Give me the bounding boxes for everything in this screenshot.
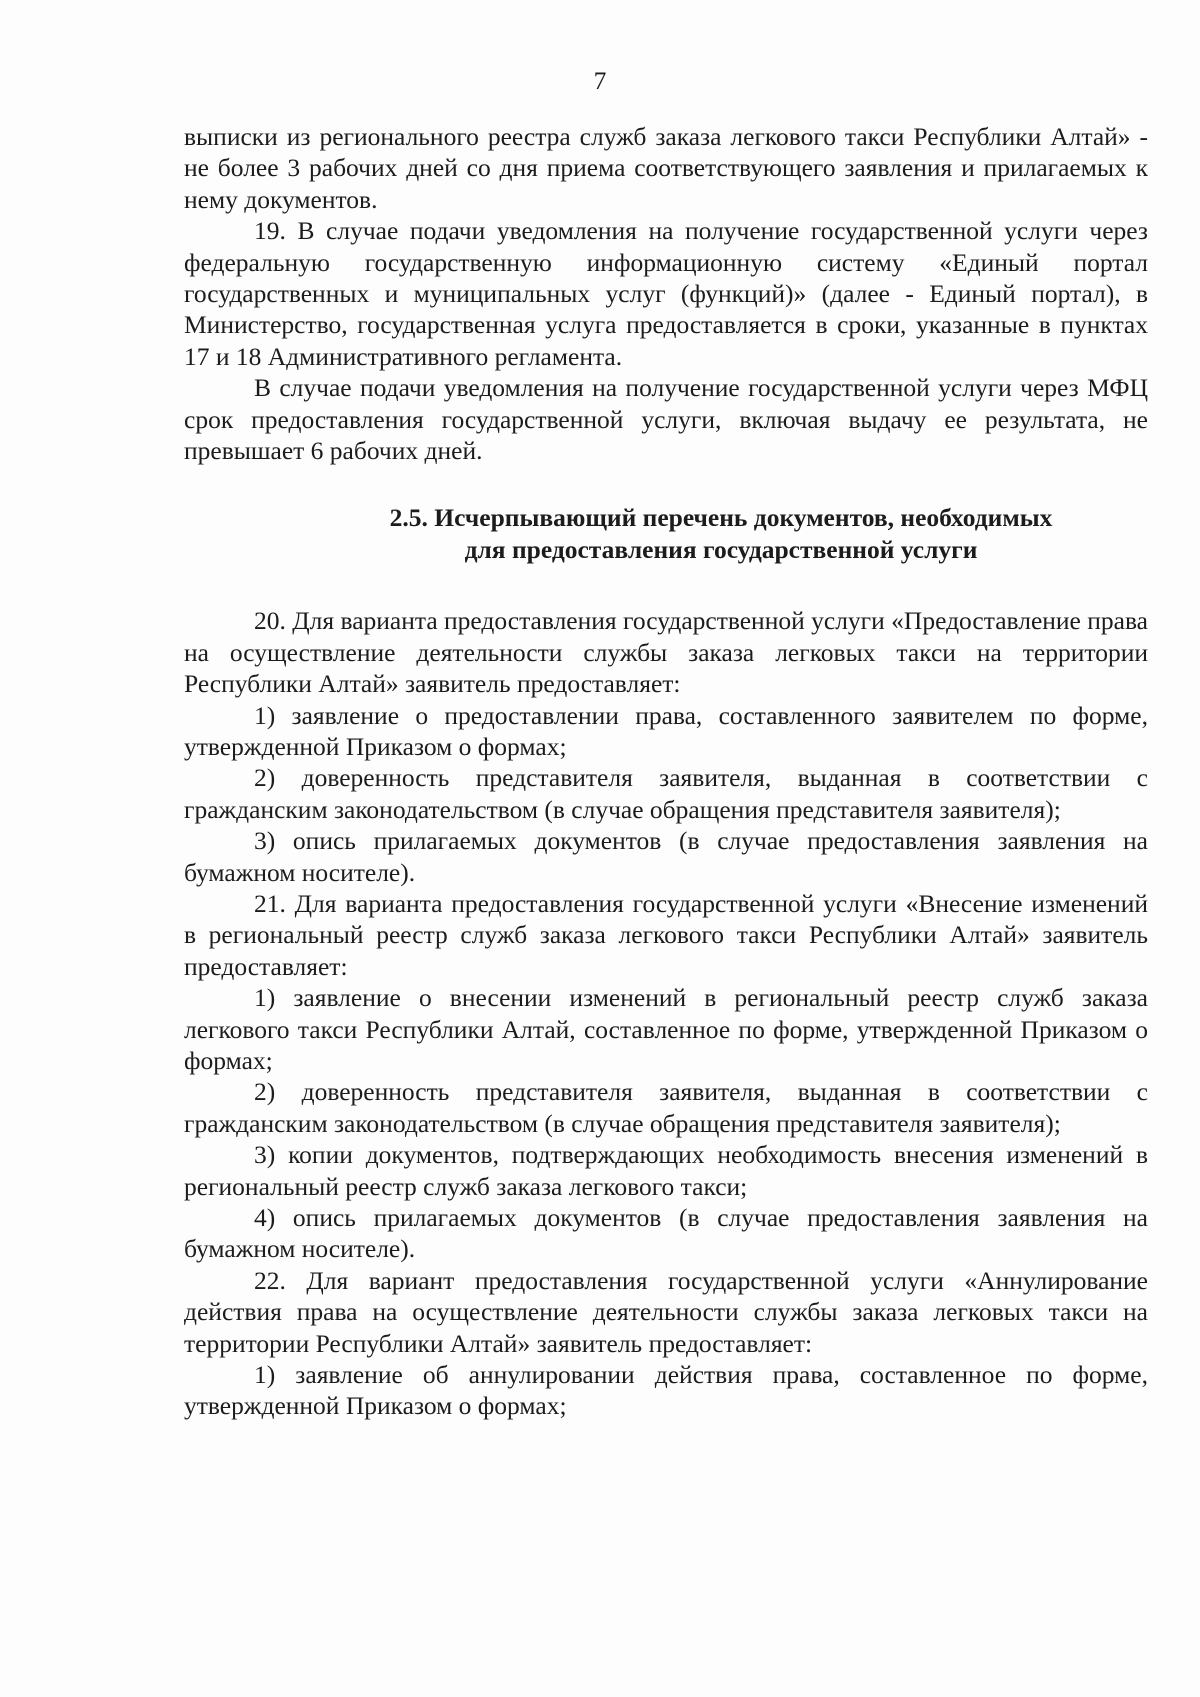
list-item-20-3: 3) опись прилагаемых документов (в случае предоставления заявления на бумажном носителе). xyxy=(184,826,1148,887)
section-heading-line-2: для предоставления государственной услуги xyxy=(464,534,978,564)
paragraph-continuation: выписки из регионального реестра служб заказа легкового такси Республики Алтай» - не более 3 рабочих дней со дня приема соответствующего заявления и прилагаемых к нему документов. xyxy=(184,122,1148,214)
list-item-20-1: 1) заявление о предоставлении права, составленного заявителем по форме, утвержденной Приказом о формах; xyxy=(184,700,1148,761)
paragraph-19: 19. В случае подачи уведомления на получение государственной услуги через федеральную государственную информационную систему «Единый портал государственных и муниципальных услуг (функций)» (далее - Единый портал), в Министерство, государственная услуга предоставляется в сроки, указанные в пунктах 17 и 18 Административного регламента. xyxy=(184,216,1148,371)
list-item-21-1: 1) заявление о внесении изменений в региональный реестр служб заказа легкового такси Республики Алтай, составленное по форме, утвержденной Приказом о формах; xyxy=(184,983,1148,1075)
list-item-21-4: 4) опись прилагаемых документов (в случае предоставления заявления на бумажном носителе). xyxy=(184,1203,1148,1264)
list-item-21-2: 2) доверенность представителя заявителя, выданная в соответствии с гражданским законодательством (в случае обращения представителя заявителя); xyxy=(184,1077,1148,1138)
list-item-22-1: 1) заявление об аннулировании действия права, составленное по форме, утвержденной Приказом о формах; xyxy=(184,1360,1148,1421)
page-number: 7 xyxy=(593,66,607,95)
paragraph-mfc-term: В случае подачи уведомления на получение государственной услуги через МФЦ срок предоставления государственной услуги, включая выдачу ее результата, не превышает 6 рабочих дней. xyxy=(184,373,1148,466)
section-heading xyxy=(184,502,1148,565)
section-heading-line-1: 2.5. Исчерпывающий перечень документов, необходимых xyxy=(389,503,1053,533)
document-body xyxy=(184,121,1148,1422)
paragraph-22: 22. Для вариант предоставления государственной услуги «Аннулирование действия права на осуществление деятельности службы заказа легковых такси на территории Республики Алтай» заявитель предоставляет: xyxy=(184,1265,1148,1358)
list-item-20-2: 2) доверенность представителя заявителя, выданная в соответствии с гражданским законодательством (в случае обращения представителя заявителя); xyxy=(184,763,1148,824)
paragraph-20: 20. Для варианта предоставления государственной услуги «Предоставление права на осуществление деятельности службы заказа легковых такси на территории Республики Алтай» заявитель предоставляет: xyxy=(184,606,1148,699)
paragraph-21: 21. Для варианта предоставления государственной услуги «Внесение изменений в региональный реестр служб заказа легкового такси Республики Алтай» заявитель предоставляет: xyxy=(184,888,1148,981)
list-item-21-3: 3) копии документов, подтверждающих необходимость внесения изменений в региональный реестр служб заказа легкового такси; xyxy=(184,1140,1148,1201)
